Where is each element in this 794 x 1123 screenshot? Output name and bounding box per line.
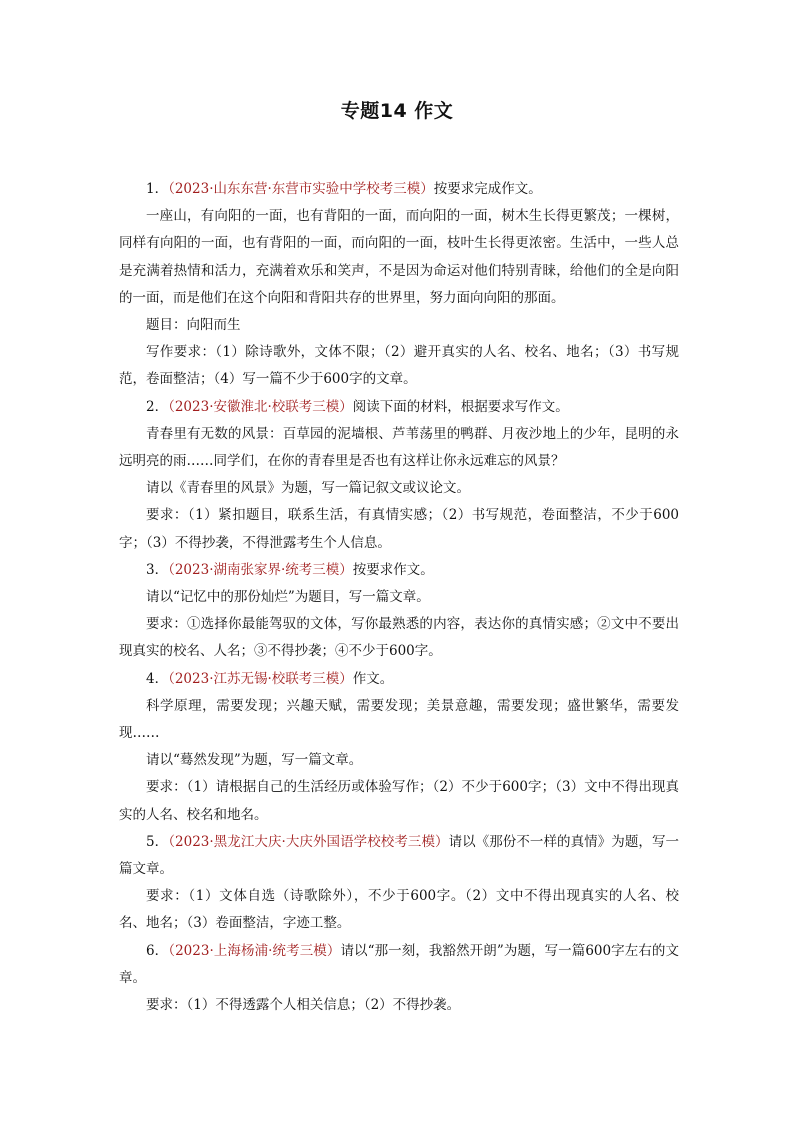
- question-prompt: 作文。: [352, 670, 394, 687]
- question-source: （2023·安徽淮北·校联考三模）: [168, 398, 353, 415]
- question-number: 4．: [146, 670, 169, 687]
- question-source: （2023·黑龙江大庆·大庆外国语学校校考三模）: [168, 833, 449, 850]
- question-paragraph: 一座山，有向阳的一面，也有背阳的一面，而向阳的一面，树木生长得更繁茂；一棵树，同样有向阳的一面，也有背阳的一面，而向阳的一面，枝叶生长得更浓密。生活中，一些人总是充满着热情和活力，充满着欢乐和笑声，不是因为命运对他们特别青睐，给他们的全是向阳的一面，而是他们在这个向阳和背阳共存的世界里，努力面向向阳的那面。: [119, 208, 679, 306]
- question-source: （2023·湖南张家界·统考三模）: [168, 561, 353, 578]
- question-prompt: 按要求完成作文。: [433, 181, 542, 197]
- question-paragraph: 要求：（1）请根据自己的生活经历或体验写作；（2）不少于600字；（3）文中不得出现真实的人名、校名和地名。: [119, 779, 679, 823]
- question-paragraph: 题目：向阳而生: [146, 317, 241, 334]
- question-source: （2023·上海杨浦·统考三模）: [168, 942, 341, 959]
- question-source: （2023·江苏无锡·校联考三模）: [168, 670, 353, 687]
- question-paragraph: 科学原理，需要发现；兴趣天赋，需要发现；美景意趣，需要发现；盛世繁华，需要发现……: [119, 697, 679, 742]
- question-number: 1．: [146, 181, 169, 197]
- question-header: [119, 557, 679, 584]
- question-paragraph: 请以《青春里的风景》为题，写一篇记叙文或议论文。: [146, 480, 470, 497]
- question-paragraph: 要求：（1）文体自选（诗歌除外），不少于600字。（2）文中不得出现真实的人名、校名、地名；（3）卷面整洁，字迹工整。: [119, 888, 679, 932]
- question-prompt: 请以“那一刻，我豁然开朗”为题，写一篇600字左右的文章。: [119, 942, 679, 986]
- question-header: [119, 938, 679, 992]
- question-header: [119, 394, 679, 421]
- question-source: （2023·山东东营·东营市实验中学校考三模）: [168, 181, 434, 197]
- question-number: 3．: [146, 561, 169, 578]
- question-number: 5．: [146, 833, 169, 850]
- question-paragraph: 请以“蓦然发现”为题，写一篇文章。: [146, 752, 363, 769]
- question-number: 6．: [146, 942, 169, 959]
- question-prompt: 请以《那份不一样的真情》为题，写一篇文章。: [119, 833, 680, 878]
- question-paragraph: 请以“记忆中的那份灿烂”为题目，写一篇文章。: [146, 589, 430, 606]
- question-header: [119, 176, 679, 203]
- question-header: [119, 829, 679, 883]
- question-number: 2．: [146, 398, 169, 415]
- question-paragraph: 要求：（1）紧扣题目，联系生活，有真情实感；（2）书写规范，卷面整洁，不少于600字；（3）不得抄袭，不得泄露考生个人信息。: [119, 507, 679, 551]
- questions-body: [119, 176, 679, 1019]
- question-paragraph: 青春里有无数的风景：百草园的泥墙根、芦苇荡里的鸭群、月夜沙地上的少年，昆明的永远明亮的雨……同学们，在你的青春里是否也有这样让你永远难忘的风景？: [119, 425, 679, 470]
- question-prompt: 按要求作文。: [352, 561, 434, 578]
- page-title: 专题14 作文: [340, 100, 454, 122]
- question-paragraph: 写作要求：（1）除诗歌外，文体不限；（2）避开真实的人名、校名、地名；（3）书写规范，卷面整洁；（4）写一篇不少于600字的文章。: [119, 344, 679, 388]
- question-header: [119, 666, 679, 693]
- question-paragraph: 要求：①选择你最能驾驭的文体，写你最熟悉的内容，表达你的真情实感；②文中不要出现真实的校名、人名；③不得抄袭；④不少于600字。: [119, 616, 679, 660]
- question-prompt: 阅读下面的材料，根据要求写作文。: [352, 398, 569, 415]
- question-paragraph: 要求：（1）不得透露个人相关信息；（2）不得抄袭。: [146, 997, 461, 1014]
